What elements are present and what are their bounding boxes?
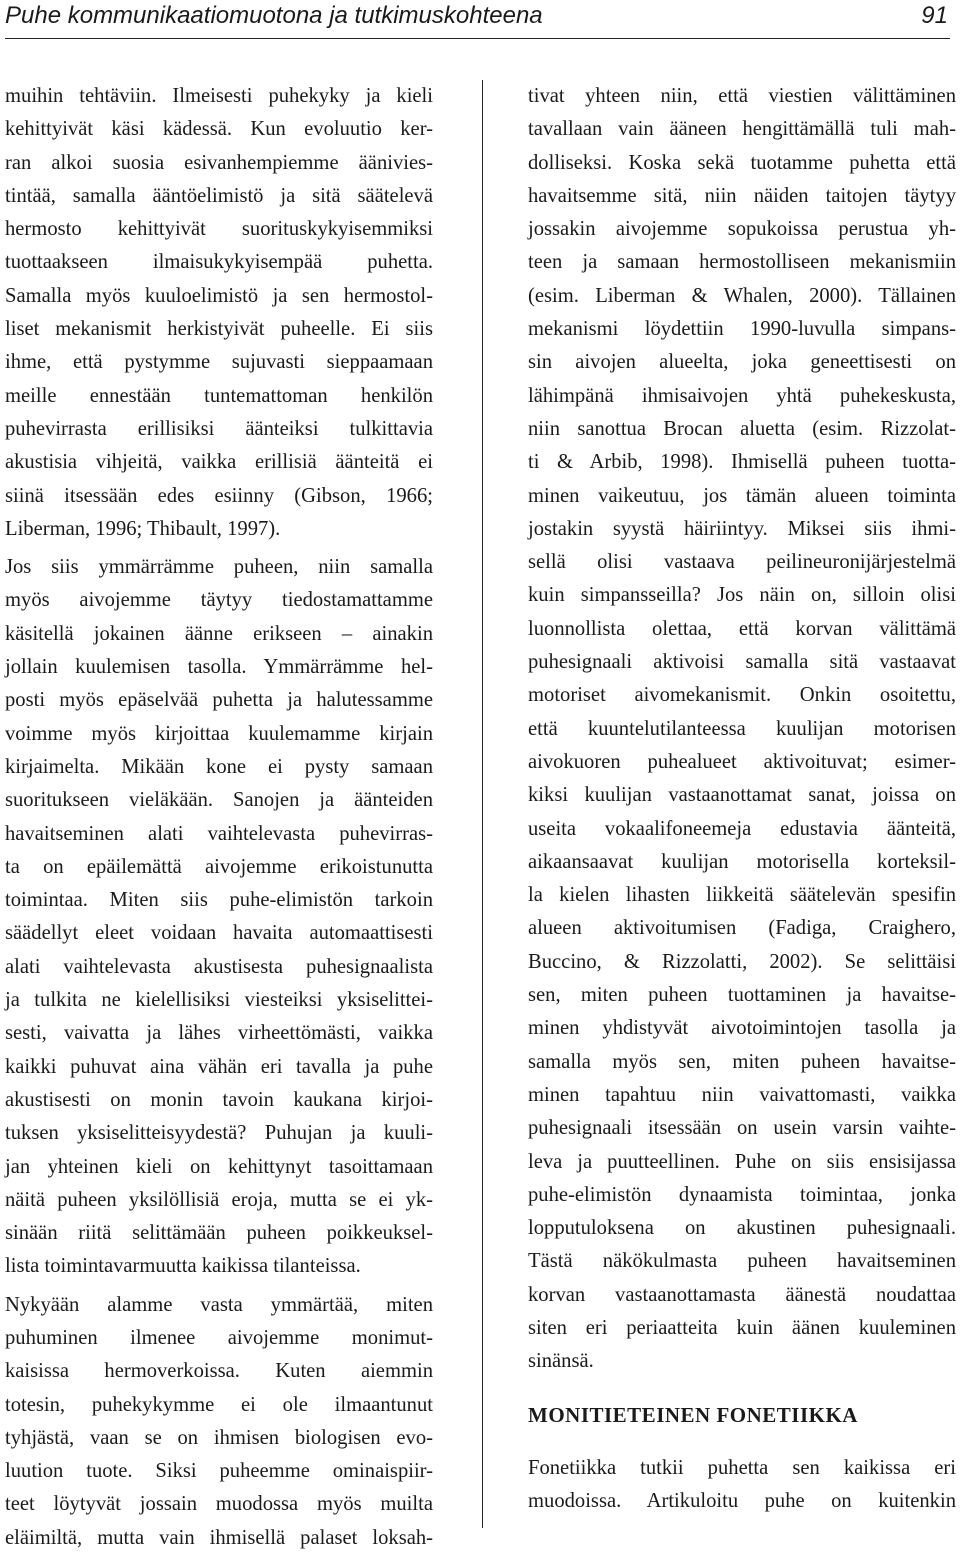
text-line: lopputuloksena on akustinen puhesignaali. bbox=[528, 1217, 956, 1240]
text-line: akustisesti on monin tavoin kaukana kirjoi- bbox=[5, 1088, 433, 1111]
running-header-title: Puhe kommunikaatiomuotona ja tutkimuskohteena bbox=[5, 2, 543, 29]
column-divider bbox=[482, 80, 483, 1528]
text-line: alati vaihtelevasta akustisesta puhesignaalista bbox=[5, 955, 433, 978]
text-line: sellä olisi vastaava peilineuronijärjestelmä bbox=[528, 551, 956, 574]
text-line: minen tapahtuu niin vaivattomasti, vaikka bbox=[528, 1083, 956, 1106]
text-line: la kielen lihasten liikkeitä säätelevän spesifin bbox=[528, 884, 956, 907]
text-line: meille ennestään tuntemattoman henkilön bbox=[5, 384, 433, 407]
text-line: luonnollista olettaa, että korvan välittämä bbox=[528, 617, 956, 640]
text-line: teet löytyvät jossain muodossa myös muilta bbox=[5, 1493, 433, 1516]
text-line: ran alkoi suosia esivanhempiemme äänivies- bbox=[5, 151, 433, 174]
text-line: sin aivojen alueelta, joka geneettisesti on bbox=[528, 351, 956, 374]
text-line: ti & Arbib, 1998). Ihmisellä puheen tuotta- bbox=[528, 451, 956, 474]
text-line: eläimiltä, mutta vain ihmisellä palaset loksah- bbox=[5, 1526, 433, 1549]
text-line: tivat yhteen niin, että viestien välittäminen bbox=[528, 85, 956, 107]
text-line: sinänsä. bbox=[528, 1350, 594, 1373]
text-line: minen vaikeutuu, jos tämän alueen toiminta bbox=[528, 484, 956, 507]
text-line: Fonetiikka tutkii puhetta sen kaikissa eri bbox=[528, 1456, 956, 1479]
text-line: hermosto kehittyivät suorituskykyisemmiksi bbox=[5, 218, 433, 241]
text-line: tuottaakseen ilmaisukykyisempää puhetta. bbox=[5, 251, 433, 274]
text-line: käsitellä jokainen äänne erikseen – ainakin bbox=[5, 622, 433, 645]
text-line: tintää, samalla ääntöelimistö ja sitä säätelevä bbox=[5, 184, 433, 207]
right-column bbox=[528, 80, 956, 1518]
text-line: näitä puheen yksilöllisiä eroja, mutta se ei yk- bbox=[5, 1188, 433, 1211]
text-line: siten eri periaatteita kuin äänen kuuleminen bbox=[528, 1316, 956, 1339]
text-line: leva ja puutteellinen. Puhe on siis ensisijassa bbox=[528, 1150, 956, 1173]
text-line: ja tulkita ne kielellisiksi viesteiksi yksiselittei- bbox=[5, 989, 433, 1012]
left-column bbox=[5, 80, 433, 1555]
text-line: minen yhdistyvät aivotoimintojen tasolla ja bbox=[528, 1017, 956, 1040]
text-line: mekanismi löydettiin 1990-luvulla simpans- bbox=[528, 318, 956, 341]
text-line: dolliseksi. Koska sekä tuotamme puhetta että bbox=[528, 151, 956, 174]
text-line: siinä itsessään edes esiinny (Gibson, 1966; bbox=[5, 484, 433, 507]
text-line: toimintaa. Miten siis puhe-elimistön tarkoin bbox=[5, 889, 433, 912]
text-line: kirjaimelta. Mikään kone ei pysty samaan bbox=[5, 755, 433, 778]
text-line: aikaansaavat kuulijan motorisella korteksil- bbox=[528, 850, 956, 873]
text-line: korvan vastaanottamasta äänestä noudattaa bbox=[528, 1283, 956, 1306]
text-line: motoriset aivomekanismit. Onkin osoitettu, bbox=[528, 684, 956, 707]
text-line: Tästä näkökulmasta puheen havaitseminen bbox=[528, 1250, 956, 1273]
text-line: kuin simpansseilla? Jos näin on, silloin olisi bbox=[528, 584, 956, 607]
text-line: jostakin syystä häiriintyy. Miksei siis ihmi- bbox=[528, 517, 956, 540]
text-line: Liberman, 1996; Thibault, 1997). bbox=[5, 517, 281, 540]
text-line: liset mekanismit herkistyivät puheelle. Ei siis bbox=[5, 318, 433, 341]
section-heading: MONITIETEINEN FONETIIKKA bbox=[528, 1402, 858, 1427]
text-line: Samalla myös kuuloelimistö ja sen hermostol- bbox=[5, 284, 433, 307]
text-line: ihme, että pystymme sujuvasti sieppaamaan bbox=[5, 351, 433, 374]
text-line: totesin, puhekykymme ei ole ilmaantunut bbox=[5, 1393, 433, 1416]
text-line: puhesignaali itsessään on usein varsin vaihte- bbox=[528, 1117, 956, 1140]
text-line: Nykyään alamme vasta ymmärtää, miten bbox=[5, 1293, 433, 1316]
text-line: useita vokaalifoneemeja edustavia äänteitä, bbox=[528, 817, 956, 840]
running-header bbox=[5, 0, 950, 39]
text-line: kaikki puhuvat aina vähän eri tavalla ja puhe bbox=[5, 1055, 433, 1078]
text-line: sen, miten puheen tuottaminen ja havaitse- bbox=[528, 984, 956, 1007]
text-line: tavallaan vain ääneen hengittämällä tuli mah- bbox=[528, 118, 956, 141]
text-line: jossakin aivojemme sopukoissa perustua yh- bbox=[528, 218, 956, 241]
text-line: puhevirrasta erillisiksi äänteiksi tulkittavia bbox=[5, 417, 433, 440]
text-line: akustisia vihjeitä, vaikka erillisiä äänteitä ei bbox=[5, 451, 433, 474]
text-line: jollain kuulemisen tasolla. Ymmärrämme hel- bbox=[5, 656, 433, 679]
text-line: muihin tehtäviin. Ilmeisesti puhekyky ja kieli bbox=[5, 85, 433, 107]
text-line: Buccino, & Rizzolatti, 2002). Se selittäisi bbox=[528, 950, 956, 973]
text-line: jan yhteinen kieli on kehittynyt tasoittamaan bbox=[5, 1155, 433, 1178]
text-line: ta on epäilemättä aivojemme erikoistunutta bbox=[5, 855, 433, 878]
text-line: puhe-elimistön dynaamista toimintaa, jonka bbox=[528, 1183, 956, 1206]
text-line: myös aivojemme täytyy tiedostamattamme bbox=[5, 589, 433, 612]
text-line: Jos siis ymmärrämme puheen, niin samalla bbox=[5, 556, 433, 579]
text-line: puhuminen ilmenee aivojemme monimut- bbox=[5, 1326, 433, 1349]
section-gap bbox=[528, 1432, 956, 1452]
text-line: että kuuntelutilanteessa kuulijan motorisen bbox=[528, 717, 956, 740]
text-line: puhesignaali aktivoisi samalla sitä vastaavat bbox=[528, 651, 956, 674]
text-line: kehittyivät käsi kädessä. Kun evoluutio ker- bbox=[5, 118, 433, 141]
text-line: teen ja samaan hermostolliseen mekanismiin bbox=[528, 251, 956, 274]
text-line: sesti, vaivatta ja lähes virheettömästi, vaikka bbox=[5, 1022, 433, 1045]
text-line: voimme myös kirjoittaa kuulemamme kirjain bbox=[5, 722, 433, 745]
text-line: tyhjästä, vaan se on ihmisen biologisen evo- bbox=[5, 1426, 433, 1449]
text-line: luution tuote. Siksi puheemme ominaispiir- bbox=[5, 1460, 433, 1483]
text-line: tuksen yksiselitteisyydestä? Puhujan ja kuuli- bbox=[5, 1122, 433, 1145]
text-line: lähimpänä ihmisaivojen yhtä puhekeskusta, bbox=[528, 384, 956, 407]
text-line: aivokuoren puhealueet aktivoituvat; esimer- bbox=[528, 750, 956, 773]
text-line: samalla myös sen, miten puheen havaitse- bbox=[528, 1050, 956, 1073]
text-line: säädellyt eleet voidaan havaita automaattisesti bbox=[5, 922, 433, 945]
text-line: posti myös epäselvää puhetta ja halutessamme bbox=[5, 689, 433, 712]
text-line: kaisissa hermoverkoissa. Kuten aiemmin bbox=[5, 1360, 433, 1383]
text-line: alueen aktivoitumisen (Fadiga, Craighero, bbox=[528, 917, 956, 940]
text-line: suoritukseen vieläkään. Sanojen ja äänteiden bbox=[5, 789, 433, 812]
text-line: (esim. Liberman & Whalen, 2000). Tällainen bbox=[528, 284, 956, 307]
text-line: havaitseminen alati vaihtelevasta puhevirras- bbox=[5, 822, 433, 845]
text-line: sinään riitä selittämään puheen poikkeuksel- bbox=[5, 1222, 433, 1245]
text-line: muodoissa. Artikuloitu puhe on kuitenkin bbox=[528, 1490, 956, 1513]
text-line: havaitsemme sitä, niin näiden taitojen täytyy bbox=[528, 184, 956, 207]
section-gap bbox=[528, 1379, 956, 1399]
text-line: lista toimintavarmuutta kaikissa tilanteissa. bbox=[5, 1255, 361, 1278]
page-number: 91 bbox=[921, 2, 948, 29]
text-line: kiksi kuulijan vastaanottamat sanat, joissa on bbox=[528, 784, 956, 807]
text-line: niin sanottua Brocan aluetta (esim. Rizzolat- bbox=[528, 417, 956, 440]
